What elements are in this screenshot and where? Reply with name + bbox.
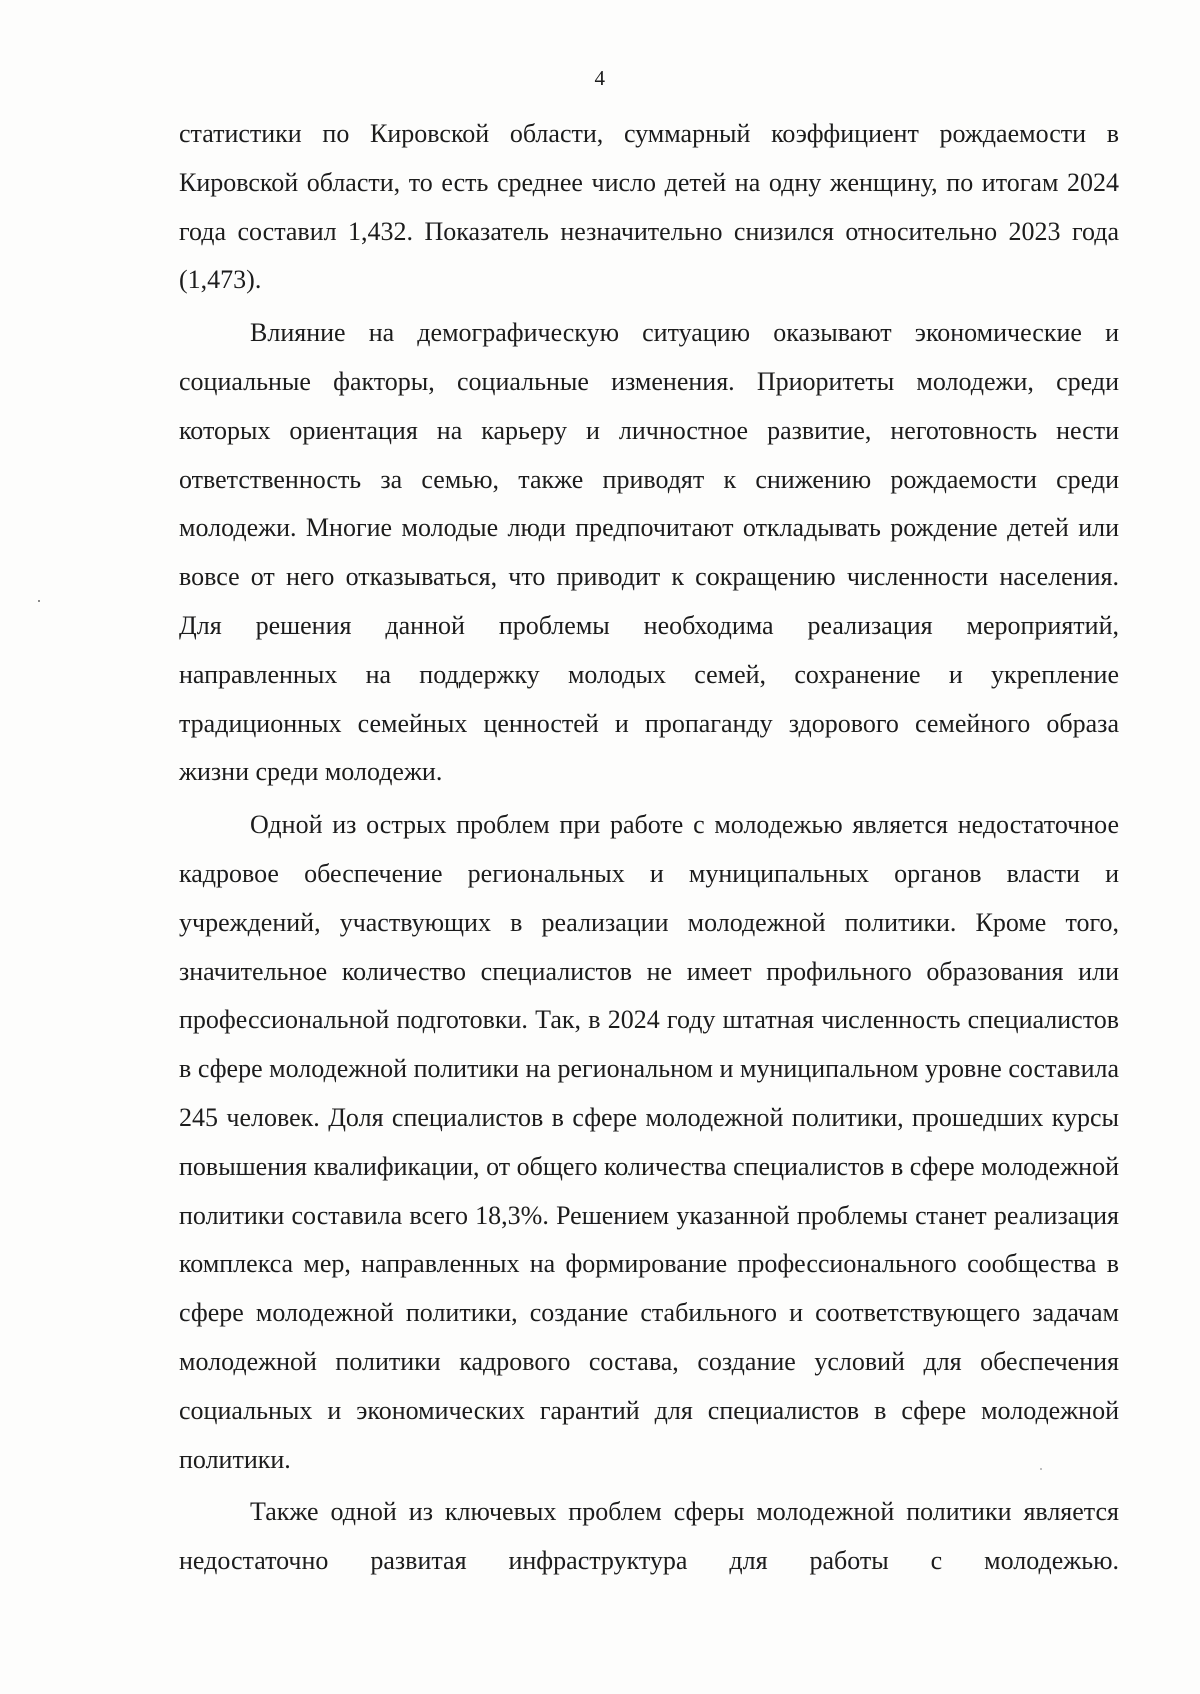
paragraph-infrastructure-problem: Также одной из ключевых проблем сферы молодежной политики является недостаточно развитая инфраструктура для работы с молодежью. xyxy=(179,1497,1119,1576)
paragraph-staffing-problem: Одной из острых проблем при работе с молодежью является недостаточное кадровое обеспечение региональных и муниципальных органов власти и учреждений, участвующих в реализации молодежной политики. Кроме того, значительное количество специалистов не имеет профильного образования или профессиональной подготовки. Так, в 2024 году штатная численность специалистов в сфере молодежной политики на региональном и муниципальном уровне составила 245 человек. Доля специалистов в сфере молодежной политики, прошедших курсы повышения квалификации, от общего количества специалистов в сфере молодежной политики составила всего 18,3%. Решением указанной проблемы станет реализация комплекса мер, направленных на формирование профессионального сообщества в сфере молодежной политики, создание стабильного и соответствующего задачам молодежной политики кадрового состава, создание условий для обеспечения социальных и экономических гарантий для специалистов в сфере молодежной политики. xyxy=(179,810,1119,1474)
scan-speck xyxy=(1040,1468,1042,1470)
document-body xyxy=(179,110,1119,1586)
paragraph-demographic-factors: Влияние на демографическую ситуацию оказывают экономические и социальные факторы, социальные изменения. Приоритеты молодежи, среди которых ориентация на карьеру и личностное развитие, неготовность нести ответственность за семью, также приводят к снижению рождаемости среди молодежи. Многие молодые люди предпочитают откладывать рождение детей или вовсе от него отказываться, что приводит к сокращению численности населения. Для решения данной проблемы необходима реализация мероприятий, направленных на поддержку молодых семей, сохранение и укрепление традиционных семейных ценностей и пропаганду здорового семейного образа жизни среди молодежи. xyxy=(179,318,1119,787)
paragraph-continuation: статистики по Кировской области, суммарный коэффициент рождаемости в Кировской области, то есть среднее число детей на одну женщину, по итогам 2024 года составил 1,432. Показатель незначительно снизился относительно 2023 года (1,473). xyxy=(179,119,1119,295)
page-number: 4 xyxy=(594,66,606,90)
scan-speck xyxy=(38,600,40,602)
